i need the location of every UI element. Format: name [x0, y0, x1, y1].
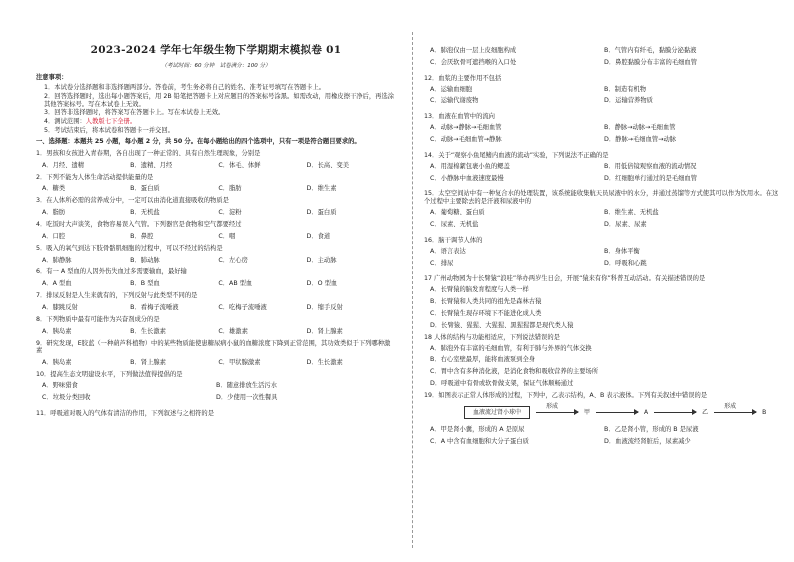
diagram-arrow — [654, 412, 696, 413]
question — [424, 190, 784, 232]
question — [36, 150, 396, 170]
answer-option: C．胃中含有多种消化液，是消化食物和吸收营养的主要场所 — [430, 368, 599, 376]
answer-option: A．长臂猿的脑发育程度与人类一样 — [430, 286, 529, 294]
answer-option: D．血液流经肾脏后，尿素减少 — [604, 438, 691, 446]
answer-options — [36, 300, 396, 312]
answer-option: B．用低倍镜观察血液的流动情况 — [604, 162, 697, 170]
arrow-label: 形成 — [724, 403, 737, 411]
question — [424, 237, 784, 272]
answer-option: C．咽 — [218, 232, 236, 240]
diagram-node: 乙 — [702, 408, 709, 416]
notice-item: 3．回答非选择题时，将答案写在答题卡上。写在本试卷上无效。 — [44, 109, 225, 117]
question-stem: 10．提高生态文明建设水平，下列做法值得提倡的是 — [36, 371, 183, 379]
answer-option: B．肾上腺素 — [130, 359, 166, 367]
answer-options — [424, 160, 784, 187]
question-stem: 13．血液在血管中的流向 — [424, 113, 495, 121]
answer-option: C．AB 型血 — [218, 280, 253, 288]
answer-option: A．语言表达 — [430, 247, 466, 255]
answer-options — [424, 283, 784, 329]
answer-option: D．肾上腺素 — [306, 327, 343, 335]
answer-option: D．尿素、尿素 — [604, 221, 647, 229]
answer-option: A．动脉→静脉→毛细血管 — [430, 124, 502, 132]
answer-option: D．静脉→毛细血管→动脉 — [604, 136, 677, 144]
answer-option: D．O 型血 — [306, 280, 338, 288]
question-stem: 3．在人体所必需的营养成分中，一定可以由消化道直接吸收的物质是 — [36, 197, 229, 205]
answer-option: A．胰岛素 — [42, 327, 72, 335]
answer-option: C．雄激素 — [218, 327, 248, 335]
answer-options — [36, 205, 396, 217]
scope-label: 4．测试范围： — [44, 118, 86, 126]
question-stem: 1．男孩和女孩进入青春期，各自出现了一种正常的、具有自然生理现象，分别是 — [36, 149, 261, 157]
answer-option: A．月经、遗精 — [42, 161, 85, 169]
right-question-list — [424, 44, 784, 450]
answer-option: B．制造有机物 — [604, 85, 647, 93]
kidney-diagram — [464, 403, 784, 420]
column-divider — [412, 32, 413, 548]
answer-option: C．甲状腺激素 — [218, 359, 261, 367]
answer-options — [424, 342, 784, 388]
notice-scope — [36, 118, 396, 126]
question — [424, 392, 784, 450]
answer-option: C．脂肪 — [218, 185, 242, 193]
answer-option: C．长臂猿生现存环境下不能进化成人类 — [430, 310, 542, 318]
answer-option: A．A 型血 — [42, 280, 72, 288]
answer-options — [424, 206, 784, 233]
question-stem: 19．如图表示正常人体形成的过程，下列中，乙表示结构，A、B 表示液体。下列有关叙述中错误的是 — [424, 392, 708, 400]
answer-option: B．长臂猿和人类共同的祖先是森林古猿 — [430, 298, 542, 306]
question — [36, 245, 396, 265]
exam-info: （考试时间：60 分钟 试卷满分：100 分） — [161, 63, 271, 70]
answer-option: B．气管内有纤毛，黏膜分泌黏液 — [604, 47, 697, 54]
answer-option: B．遗精、月经 — [130, 161, 173, 169]
question — [36, 316, 396, 336]
question — [424, 275, 784, 329]
question — [36, 268, 396, 288]
answer-option: C．动脉→毛细血管→静脉 — [430, 136, 502, 144]
question-stem: 18 人体的结构与功能相适应，下列说法错误的是 — [424, 333, 560, 341]
diagram-node: 甲 — [584, 408, 591, 416]
answer-option: C．排尿 — [430, 259, 454, 267]
answer-option: D．呼吸和心跳 — [604, 259, 647, 267]
answer-options — [36, 229, 396, 241]
answer-options — [36, 158, 396, 170]
answer-option: B．身体平衡 — [604, 247, 640, 255]
answer-option: A．肺静脉 — [42, 256, 72, 264]
answer-option: A．葡萄糖、蛋白质 — [430, 209, 485, 217]
question — [36, 410, 396, 418]
answer-option: D．维生素 — [306, 185, 337, 193]
question — [424, 113, 784, 148]
left-question-list — [36, 150, 396, 418]
question-stem: 12．血浆的主要作用不包括 — [424, 74, 502, 82]
answer-options — [36, 324, 396, 336]
arrow-label: 形成 — [546, 403, 559, 411]
answer-option: B．无机盐 — [130, 209, 160, 217]
page-title: 2023-2024 学年七年级生物下学期期末模拟卷 01 — [90, 44, 342, 56]
answer-options — [36, 355, 396, 367]
answer-option: D．主动脉 — [306, 256, 337, 264]
answer-option: D．食道 — [306, 232, 331, 240]
answer-options — [424, 44, 784, 71]
answer-options — [36, 276, 396, 288]
notice-item: 5．考试结束后，将本试卷和答题卡一并交回。 — [44, 127, 174, 135]
answer-option: B．乙是肾小管，形成的 B 是尿液 — [604, 426, 699, 434]
question-stem: 5．吸入的氧气到达下肢骨骼肌细胞的过程中，可以不经过的结构是 — [36, 244, 223, 252]
answer-option: D．呼吸道中有骨或软骨做支架，保证气体顺畅通过 — [430, 380, 574, 388]
diagram-node: B — [762, 408, 767, 416]
answer-option: A．糖类 — [42, 185, 66, 193]
diagram-arrow — [596, 412, 638, 413]
answer-option: B．生长激素 — [130, 327, 166, 335]
question-stem: 2．下列不能为人体生命活动提供能量的是 — [36, 173, 154, 181]
answer-option: D．少使用一次性餐具 — [216, 393, 278, 401]
answer-option: A．运输血细胞 — [430, 85, 473, 93]
answer-option: A．脂肪 — [42, 209, 66, 217]
answer-options — [36, 253, 396, 265]
answer-options — [36, 379, 396, 406]
answer-option: C．尿素、无机盐 — [430, 221, 479, 229]
question-stem: 17 广州动物园为十长臂猿“浪哇”举办两岁生日会，开展“猿来有你”科普互动活动。有关描述错误的是 — [424, 275, 706, 283]
answer-option: C．垃圾分类回收 — [42, 393, 91, 401]
answer-option: A．胰岛素 — [42, 359, 72, 367]
answer-options — [424, 423, 784, 450]
answer-option: D．长臂猿、猩猩、大猩猩、黑猩猩都是现代类人猿 — [430, 321, 574, 329]
question-stem: 14．关于“观察小鱼尾鳍内血液的流动”实验，下列说法不正确的是 — [424, 151, 609, 159]
question-stem: 15．太空空间站中有一种复合水的处理装置，该系统能收集航天员尿液中的水分，并通过蒸馏等方式使其可以作为饮用水。在这个过程中主要除去的是汗液和尿液中的 — [424, 190, 779, 206]
answer-option: C．淀粉 — [218, 209, 242, 217]
answer-option: D．缩手反射 — [306, 304, 343, 312]
question — [424, 75, 784, 110]
notice-item: 2．回答选择题时，选出每小题答案后，用 2B 铅笔把答题卡上对应题目的答案标号涂黑。如需改动，用橡皮擦干净后，再选涂其他答案标号。写在本试卷上无效。 — [44, 92, 395, 108]
diagram-arrow — [536, 403, 578, 413]
diagram-box: 血液流过肾小球中 — [464, 406, 530, 420]
answer-option: D．长高、变美 — [306, 161, 350, 169]
question — [36, 221, 396, 241]
question-stem: 16．脑干调节人体的 — [424, 236, 483, 244]
question — [424, 44, 784, 71]
answer-option: B．B 型血 — [130, 280, 160, 288]
answer-option: B．鼻腔 — [130, 232, 154, 240]
answer-option: A．野味猎食 — [42, 382, 78, 390]
answer-options — [36, 181, 396, 193]
answer-option: A．口腔 — [42, 232, 66, 240]
answer-option: C．吃梅子流唾液 — [218, 304, 267, 312]
answer-options — [424, 245, 784, 272]
answer-option: C．小静脉中血液速度最慢 — [430, 174, 504, 182]
answer-option: C．左心房 — [218, 256, 248, 264]
answer-option: A．用湿棉絮包裹小鱼的鳃盖 — [430, 162, 510, 170]
answer-option: B．静脉→动脉→毛细血管 — [604, 124, 676, 132]
section-heading: 一、选择题：本题共 25 小题，每小题 2 分，共 50 分。在每小题给出的四个选项中，只有一项是符合题目要求的。 — [36, 138, 361, 146]
answer-option: B．看梅子流唾液 — [130, 304, 179, 312]
left-column — [36, 36, 396, 418]
question-stem: 6．有一 A 型血的人因外伤失血过多需要输血，最好输 — [36, 268, 187, 276]
answer-options — [424, 83, 784, 110]
question — [36, 174, 396, 194]
answer-option: D．生长激素 — [306, 359, 343, 367]
question — [36, 371, 396, 406]
answer-option: C．体毛、体鲜 — [218, 161, 261, 169]
question-stem: 9．研究发现，Ε胶蓝（一种葫芦科植物）中的某些物质能使患糖尿病小鼠的血糖浓度下降到正常范围，其功效类似于下列哪种激素 — [36, 339, 391, 355]
question — [36, 340, 396, 368]
question-stem: 4．吃饭时大声谈笑，食物容易误入气管。下列器官是食物和空气都要经过 — [36, 221, 242, 229]
right-column — [424, 40, 784, 450]
answer-option: D．红细胞单行通过的是毛细血管 — [604, 174, 698, 182]
diagram-arrow — [714, 403, 756, 413]
answer-option: B．蛋白质 — [130, 185, 160, 193]
answer-option: B．肺动脉 — [130, 256, 160, 264]
answer-option: A．膝跳反射 — [42, 304, 78, 312]
answer-option: A．肺泡外有丰富的毛细血管，有利于肺与外界的气体交换 — [430, 344, 592, 352]
scope-value: 人教版七下全册。 — [85, 118, 137, 126]
question — [424, 334, 784, 388]
answer-option: B．维生素、无机盐 — [604, 209, 659, 217]
notice-item: 1．本试卷分选择题和非选择题两部分。答卷前，考生务必将自己的姓名、准考证号填写在答题卡上。 — [44, 83, 326, 91]
answer-option: D．鼻腔黏膜分布丰富的毛细血管 — [604, 58, 698, 66]
answer-option: A．肺泡仅由一层上皮细胞构成 — [430, 47, 517, 54]
question-stem: 11．呼吸道对吸入的气体有清洁的作用，下列叙述与之相符的是 — [36, 409, 215, 417]
notice-title: 注意事项： — [36, 74, 68, 81]
answer-option: C．运输代谢废物 — [430, 97, 479, 105]
answer-option: C．A 中含有血细胞和大分子蛋白质 — [430, 438, 529, 446]
answer-options — [424, 121, 784, 148]
question — [36, 197, 396, 217]
diagram-node: A — [644, 408, 649, 416]
answer-option: B．右心室壁最厚，能将血液泵到全身 — [430, 356, 536, 364]
question — [424, 152, 784, 187]
answer-option: A．甲是肾小囊，形成的 A 是原尿 — [430, 426, 525, 434]
question-stem: 7．排尿反射是人生来就有的，下列反射与此类型不同的是 — [36, 292, 198, 300]
question-stem: 8．下列物质中最有可能作为兴奋剂成分的是 — [36, 315, 160, 323]
answer-option: B．随意排放生活污水 — [216, 382, 277, 390]
question — [36, 292, 396, 312]
answer-option: C．会厌软骨可遮挡喉的入口处 — [430, 58, 517, 66]
answer-option: D．蛋白质 — [306, 209, 337, 217]
answer-option: D．运输营养物质 — [604, 97, 653, 105]
